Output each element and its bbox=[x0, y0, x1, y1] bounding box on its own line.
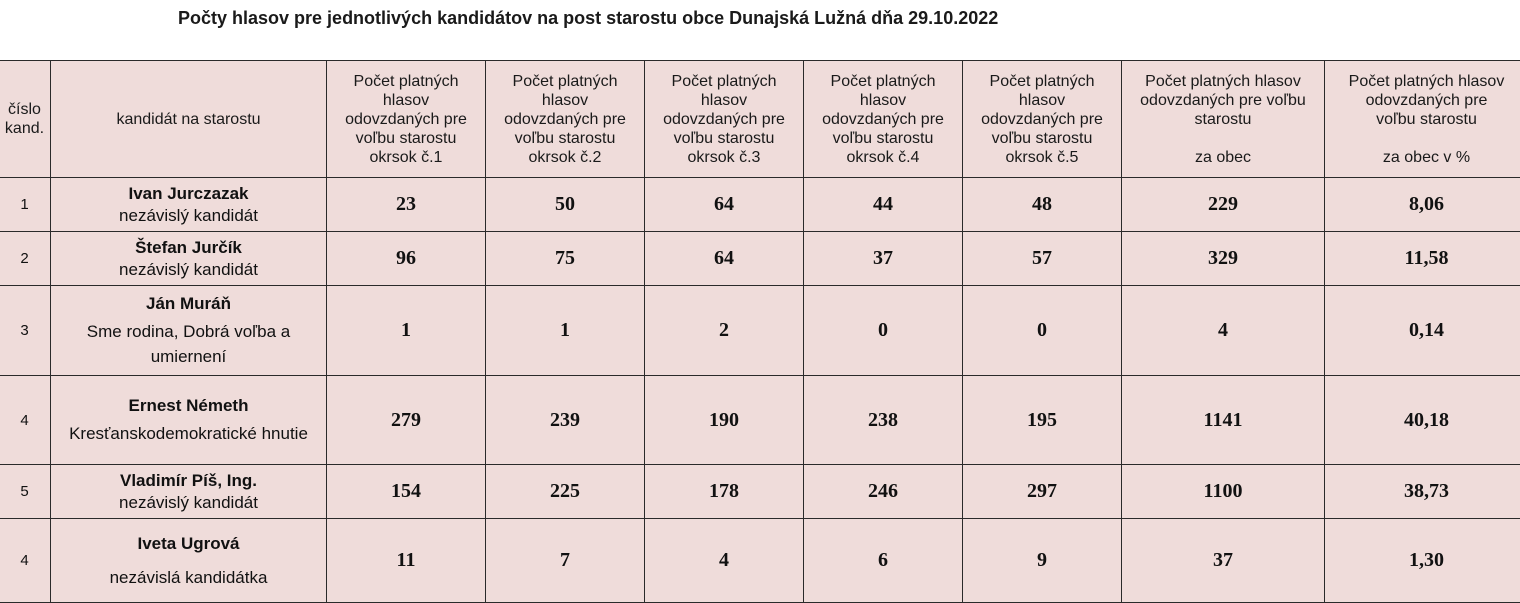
header-line: hlasov bbox=[963, 91, 1121, 110]
candidate-party: nezávislý kandidát bbox=[51, 492, 326, 514]
header-line: voľbu starostu bbox=[1325, 110, 1520, 129]
candidate-number: 5 bbox=[0, 465, 51, 519]
header-line: Počet platných bbox=[645, 72, 803, 91]
votes-okrsok-4: 246 bbox=[804, 465, 963, 519]
header-line: okrsok č.1 bbox=[327, 148, 485, 167]
header-line: odovzdaných pre bbox=[963, 110, 1121, 129]
votes-okrsok-2: 1 bbox=[486, 286, 645, 376]
header-line: Počet platných bbox=[486, 72, 644, 91]
table-row bbox=[0, 178, 1520, 232]
votes-okrsok-3: 64 bbox=[645, 232, 804, 286]
votes-okrsok-5: 48 bbox=[963, 178, 1122, 232]
candidate-cell bbox=[51, 519, 327, 603]
table-row bbox=[0, 519, 1520, 603]
table-row bbox=[0, 286, 1520, 376]
candidate-cell bbox=[51, 465, 327, 519]
candidate-party: nezávislá kandidátka bbox=[51, 555, 326, 589]
votes-okrsok-1: 279 bbox=[327, 376, 486, 465]
votes-okrsok-5: 0 bbox=[963, 286, 1122, 376]
candidate-number: 1 bbox=[0, 178, 51, 232]
votes-okrsok-5: 9 bbox=[963, 519, 1122, 603]
table-row bbox=[0, 232, 1520, 286]
table-row bbox=[0, 376, 1520, 465]
table-row bbox=[0, 465, 1520, 519]
header-line: odovzdaných pre bbox=[327, 110, 485, 129]
header-line: okrsok č.3 bbox=[645, 148, 803, 167]
candidate-name: Štefan Jurčík bbox=[51, 237, 326, 259]
votes-okrsok-1: 154 bbox=[327, 465, 486, 519]
votes-percent: 11,58 bbox=[1325, 232, 1520, 286]
votes-percent: 1,30 bbox=[1325, 519, 1520, 603]
header-line: hlasov bbox=[327, 91, 485, 110]
votes-percent: 38,73 bbox=[1325, 465, 1520, 519]
votes-total: 37 bbox=[1122, 519, 1325, 603]
votes-okrsok-4: 6 bbox=[804, 519, 963, 603]
votes-okrsok-3: 2 bbox=[645, 286, 804, 376]
votes-total: 229 bbox=[1122, 178, 1325, 232]
header-line: voľbu starostu bbox=[486, 129, 644, 148]
votes-total: 4 bbox=[1122, 286, 1325, 376]
header-candidate-number bbox=[0, 61, 51, 178]
header-candidate bbox=[51, 61, 327, 178]
votes-okrsok-5: 297 bbox=[963, 465, 1122, 519]
candidate-name: Vladimír Píš, Ing. bbox=[51, 470, 326, 492]
results-table bbox=[0, 60, 1520, 603]
votes-okrsok-4: 44 bbox=[804, 178, 963, 232]
header-line: odovzdaných pre voľbu bbox=[1122, 91, 1324, 110]
candidate-name: Ivan Jurczazak bbox=[51, 183, 326, 205]
votes-okrsok-4: 238 bbox=[804, 376, 963, 465]
header-line: okrsok č.4 bbox=[804, 148, 962, 167]
header-line: odovzdaných pre bbox=[804, 110, 962, 129]
header-line: hlasov bbox=[804, 91, 962, 110]
candidate-party: Kresťanskodemokratické hnutie bbox=[51, 417, 326, 446]
votes-okrsok-2: 225 bbox=[486, 465, 645, 519]
votes-okrsok-1: 11 bbox=[327, 519, 486, 603]
votes-okrsok-4: 37 bbox=[804, 232, 963, 286]
votes-okrsok-1: 96 bbox=[327, 232, 486, 286]
header-line: Počet platných bbox=[804, 72, 962, 91]
header-line: odovzdaných pre bbox=[645, 110, 803, 129]
candidate-cell bbox=[51, 232, 327, 286]
header-line: za obec bbox=[1122, 148, 1324, 167]
candidate-name: Ján Muráň bbox=[51, 293, 326, 315]
header-line: voľbu starostu bbox=[327, 129, 485, 148]
votes-percent: 40,18 bbox=[1325, 376, 1520, 465]
header-okrsok-4 bbox=[804, 61, 963, 178]
votes-okrsok-1: 1 bbox=[327, 286, 486, 376]
header-candidate-label: kandidát na starostu bbox=[51, 110, 326, 129]
candidate-cell bbox=[51, 178, 327, 232]
candidate-party: nezávislý kandidát bbox=[51, 205, 326, 227]
votes-okrsok-4: 0 bbox=[804, 286, 963, 376]
votes-okrsok-1: 23 bbox=[327, 178, 486, 232]
header-line: odovzdaných pre bbox=[486, 110, 644, 129]
page-title: Počty hlasov pre jednotlivých kandidátov na post starostu obce Dunajská Lužná dňa 29.10.2022 bbox=[178, 8, 998, 29]
header-total-obec bbox=[1122, 61, 1325, 178]
header-okrsok-5 bbox=[963, 61, 1122, 178]
header-line: hlasov bbox=[645, 91, 803, 110]
header-percent bbox=[1325, 61, 1520, 178]
header-line: okrsok č.5 bbox=[963, 148, 1121, 167]
header-line: Počet platných bbox=[963, 72, 1121, 91]
votes-okrsok-3: 4 bbox=[645, 519, 804, 603]
header-line: voľbu starostu bbox=[963, 129, 1121, 148]
candidate-cell bbox=[51, 286, 327, 376]
candidate-name: Ernest Németh bbox=[51, 395, 326, 417]
candidate-cell bbox=[51, 376, 327, 465]
votes-okrsok-2: 50 bbox=[486, 178, 645, 232]
header-line: voľbu starostu bbox=[804, 129, 962, 148]
votes-okrsok-5: 195 bbox=[963, 376, 1122, 465]
header-num-line: kand. bbox=[0, 119, 50, 138]
header-okrsok-2 bbox=[486, 61, 645, 178]
candidate-party: nezávislý kandidát bbox=[51, 259, 326, 281]
votes-okrsok-3: 64 bbox=[645, 178, 804, 232]
votes-percent: 0,14 bbox=[1325, 286, 1520, 376]
candidate-name: Iveta Ugrová bbox=[51, 533, 326, 555]
votes-okrsok-2: 239 bbox=[486, 376, 645, 465]
header-line: hlasov bbox=[486, 91, 644, 110]
header-line: starostu bbox=[1122, 110, 1324, 129]
header-line: za obec v % bbox=[1325, 148, 1520, 167]
candidate-party: Sme rodina, Dobrá voľba a umiernení bbox=[51, 315, 326, 369]
votes-okrsok-3: 190 bbox=[645, 376, 804, 465]
votes-total: 1141 bbox=[1122, 376, 1325, 465]
header-okrsok-3 bbox=[645, 61, 804, 178]
votes-total: 1100 bbox=[1122, 465, 1325, 519]
header-line: Počet platných hlasov bbox=[1325, 72, 1520, 91]
header-line: Počet platných bbox=[327, 72, 485, 91]
header-line: odovzdaných pre bbox=[1325, 91, 1520, 110]
candidate-number: 4 bbox=[0, 519, 51, 603]
header-num-line: číslo bbox=[0, 100, 50, 119]
votes-okrsok-5: 57 bbox=[963, 232, 1122, 286]
votes-okrsok-2: 75 bbox=[486, 232, 645, 286]
candidate-number: 4 bbox=[0, 376, 51, 465]
header-spacer bbox=[1122, 129, 1324, 148]
header-spacer bbox=[1325, 129, 1520, 148]
header-line: voľbu starostu bbox=[645, 129, 803, 148]
votes-okrsok-3: 178 bbox=[645, 465, 804, 519]
votes-total: 329 bbox=[1122, 232, 1325, 286]
header-line: Počet platných hlasov bbox=[1122, 72, 1324, 91]
header-line: okrsok č.2 bbox=[486, 148, 644, 167]
candidate-number: 3 bbox=[0, 286, 51, 376]
header-row bbox=[0, 61, 1520, 178]
candidate-number: 2 bbox=[0, 232, 51, 286]
votes-percent: 8,06 bbox=[1325, 178, 1520, 232]
header-okrsok-1 bbox=[327, 61, 486, 178]
votes-okrsok-2: 7 bbox=[486, 519, 645, 603]
